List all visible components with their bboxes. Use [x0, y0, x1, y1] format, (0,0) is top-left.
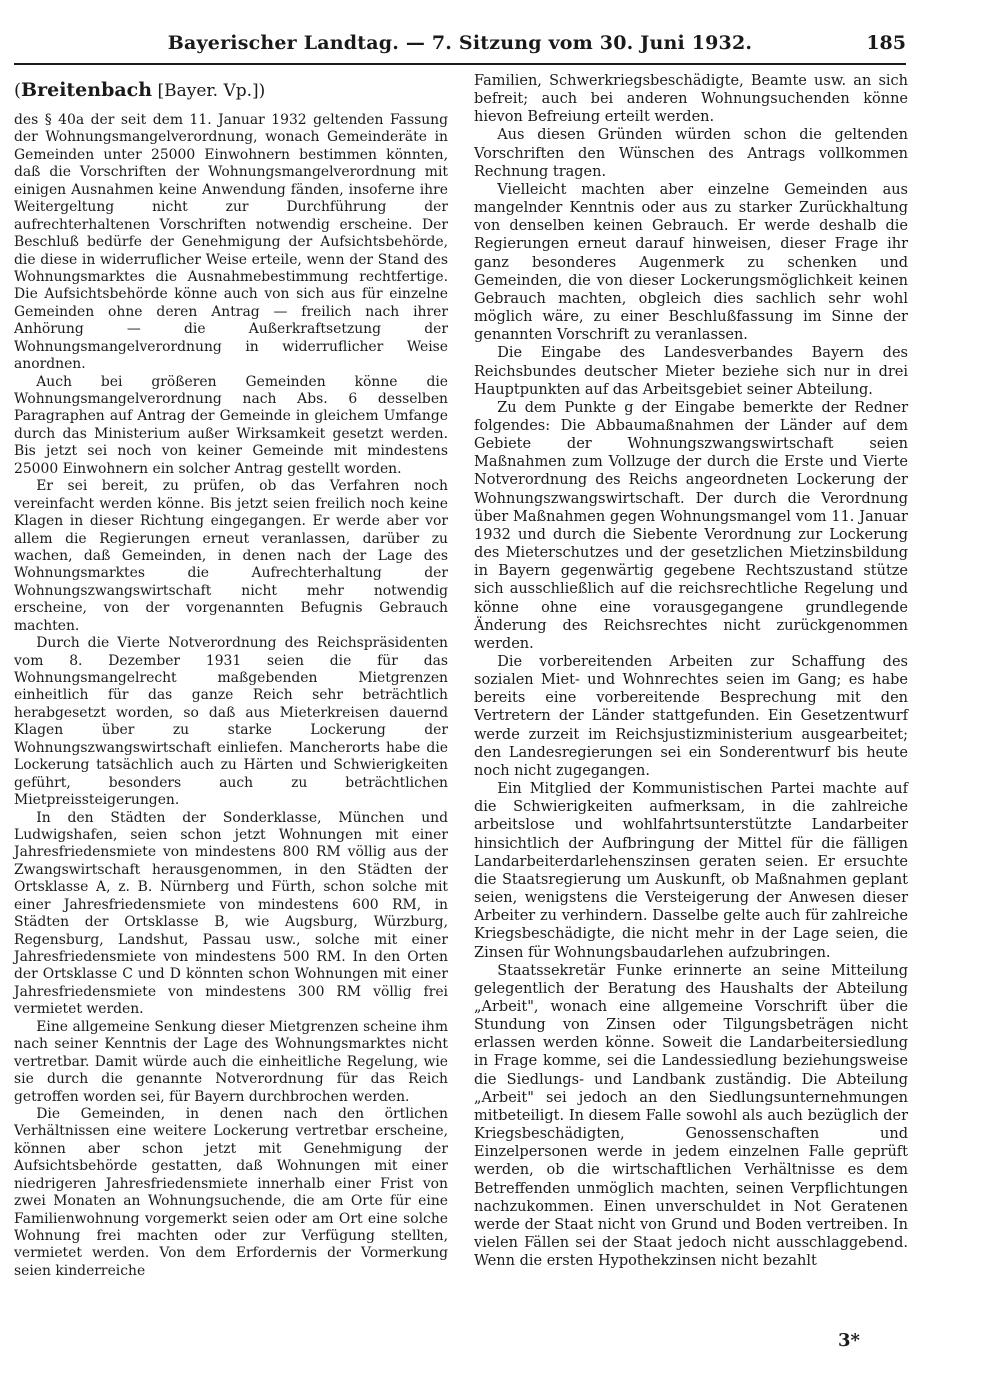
right-column [474, 72, 908, 1270]
paragraph: Die Gemeinden, in denen nach den örtlichen Verhältnissen eine weitere Lockerung vertretbar erscheine, können aber schon jetzt mit Genehmigung der Aufsichtsbehörde gestatten, daß Wohnungen mit einer niedrigeren Jahresfriedensmiete innerhalb einer Frist von zwei Monaten an Wohnungsuchende, die am Orte für eine Familienwohnung vorgemerkt seien oder am Ort eine solche Wohnung frei machten oder zur Verfügung stellten, vermietet werden. Von dem Erfordernis der Vormerkung seien kinderreiche [14, 1105, 448, 1279]
speaker-open-paren: ( [14, 80, 22, 101]
paragraph: Er sei bereit, zu prüfen, ob das Verfahren noch vereinfacht werden könne. Bis jetzt seien freilich noch keine Klagen in dieser Richtung eingegangen. Er werde aber vor allem die Regierungen erneut veranlassen, darüber zu wachen, daß Gemeinden, in denen nach der Lage des Wohnungsmarktes die Aufrechterhaltung der Wohnungszwangswirtschaft nicht mehr notwendig erscheine, von der vorgenannten Befugnis Gebrauch machten. [14, 478, 448, 634]
signature-mark: 3* [838, 1330, 860, 1351]
paragraph: Zu dem Punkte g der Eingabe bemerkte der Redner folgendes: Die Abbaumaßnahmen der Länder auf dem Gebiete der Wohnungszwangswirtschaft seien Maßnahmen zum Vollzuge der durch die Erste und Vierte Notverordnung des Reichs angeordneten Lockerung der Wohnungszwangswirtschaft. Der durch die Verordnung über Maßnahmen gegen Wohnungsmangel vom 11. Januar 1932 und durch die Siebente Verordnung zur Lockerung des Mieterschutzes und der gesetzlichen Mietzinsbildung in Bayern gegenwärtig gegebene Rechtszustand stütze sich ausschließlich auf die reichsrechtliche Regelung und könne ohne eine vorausgegangene grundlegende Änderung des Reichsrechtes nicht zurückgenommen werden. [474, 399, 908, 652]
page-number: 185 [866, 32, 906, 54]
paragraph: Familien, Schwerkriegsbeschädigte, Beamte usw. an sich befreit; auch bei anderen Wohnungsuchenden könne hievon Befreiung erteilt werden. [474, 73, 908, 126]
paragraph: des § 40a der seit dem 11. Januar 1932 geltenden Fassung der Wohnungsmangelverordnung, wonach Gemeinderäte in Gemeinden unter 25000 Einwohnern bestimmen könnten, daß die Vorschriften der Wohnungsmangelverordnung mit einigen Ausnahmen keine Anwendung fänden, insoferne ihre Weitergeltung nicht zur Durchführung der aufrechterhaltenen Vorschriften notwendig erscheine. Der Beschluß bedürfe der Genehmigung der Aufsichtsbehörde, die diese in widerruflicher Weise erteile, wenn der Stand des Wohnungsmarktes die Ausnahmebestimmung rechtfertige. Die Aufsichtsbehörde könne auch von sich aus für einzelne Gemeinden ohne deren Antrag — freilich nach ihrer Anhörung — die Außerkraftsetzung der Wohnungsmangelverordnung in widerruflicher Weise anordnen. [14, 112, 448, 373]
paragraph: In den Städten der Sonderklasse, München und Ludwigshafen, seien schon jetzt Wohnungen mit einer Jahresfriedensmiete von mindestens 800 RM völlig aus der Zwangswirtschaft herausgenommen, in den Städten der Ortsklasse A, z. B. Nürnberg und Fürth, schon solche mit einer Jahresfriedensmiete von mindestens 600 RM, in Städten der Ortsklasse B, wie Augsburg, Würzburg, Regensburg, Landshut, Passau usw., solche mit einer Jahresfriedensmiete von mindestens 500 RM. In den Orten der Ortsklasse C und D könnten schon Wohnungen mit einer Jahresfriedensmiete von mindestens 300 RM völlig frei vermietet werden. [14, 809, 448, 1018]
paragraph: Eine allgemeine Senkung dieser Mietgrenzen scheine ihm nach seiner Kenntnis der Lage des Wohnungsmarktes nicht vertretbar. Damit würde auch die einheitliche Regelung, wie sie durch die genannte Notverordnung für das Reich getroffen worden sei, für Bayern durchbrochen werden. [14, 1018, 448, 1105]
paragraph: Durch die Vierte Notverordnung des Reichspräsidenten vom 8. Dezember 1931 seien die für das Wohnungsmangelrecht maßgebenden Mietgrenzen einheitlich für das ganze Reich sehr beträchtlich herabgesetzt worden, so daß aus Mieterkreisen dauernd Klagen über zu starke Lockerung der Wohnungszwangswirtschaft einliefen. Mancherorts habe die Lockerung tatsächlich auch zu Härten und Schwierigkeiten geführt, besonders auch zu beträchtlichen Mietpreissteigerungen. [14, 635, 448, 809]
speaker-party: [Bayer. Vp.]) [152, 81, 266, 101]
paragraph: Auch bei größeren Gemeinden könne die Wohnungsmangelverordnung nach Abs. 6 desselben Paragraphen auf Antrag der Gemeinde in gleichem Umfange durch das Ministerium außer Wirksamkeit gesetzt werden. Bis jetzt sei noch von keiner Gemeinde mit mindestens 25000 Einwohnern ein solcher Antrag gestellt worden. [14, 373, 448, 477]
running-head: Bayerischer Landtag. — 7. Sitzung vom 30. Juni 1932. [167, 32, 753, 54]
paragraph: Staatssekretär Funke erinnerte an seine Mitteilung gelegentlich der Beratung des Haushalts der Abteilung „Arbeit", wonach eine allgemeine Vorschrift über die Stundung von Zinsen oder Tilgungsbeträgen nicht erlassen werden könne. Soweit die Landarbeitersiedlung in Frage komme, sei die Landessiedlung beziehungsweise die Siedlungs- und Landbank zuständig. Die Abteilung „Arbeit" sei jedoch an den Siedlungsunternehmungen mitbeteiligt. In diesem Falle sowohl als auch bezüglich der Kriegsbeschädigten, Genossenschaften und Einzelpersonen werde in jedem einzelnen Falle geprüft werden, ob die wirtschaftlichen Verhältnisse es dem Betreffenden unmöglich machten, seinen Verpflichtungen nachzukommen. Einen unverschuldet in Not Geratenen werde der Staat nicht von Grund und Boden vertreiben. In vielen Fällen sei der Staat jedoch nicht ausschlaggebend. Wenn die ersten Hypothekzinsen nicht bezahlt [474, 962, 908, 1270]
speaker-name: Breitenbach [21, 79, 153, 101]
paragraph: Aus diesen Gründen würden schon die geltenden Vorschriften den Wünschen des Antrags vollkommen Rechnung tragen. [474, 127, 908, 180]
header-rule [14, 63, 906, 65]
left-column [14, 73, 448, 1280]
paragraph: Ein Mitglied der Kommunistischen Partei machte auf die Schwierigkeiten aufmerksam, in die zahlreiche arbeitslose und wohlfahrtsunterstützte Landarbeiter hinsichtlich der Aufbringung der Mittel für die fälligen Landarbeiterdarlehenszinsen geraten seien. Er ersuchte die Staatsregierung um Auskunft, ob Maßnahmen geplant seien, wenigstens die Versteigerung der Anwesen dieser Arbeiter zu verhindern. Dasselbe gelte auch für zahlreiche Kriegsbeschädigte, die nicht mehr in der Lage seien, die Zinsen für Wohnungsbaudarlehen aufzubringen. [474, 781, 908, 961]
speaker-heading [14, 77, 448, 104]
paragraph: Vielleicht machten aber einzelne Gemeinden aus mangelnder Kenntnis oder aus zu starker Zurückhaltung von denselben keinen Gebrauch. Er werde deshalb die Regierungen erneut darauf hinweisen, dieser Frage ihr ganz besonderes Augenmerk zu schenken und Gemeinden, die von dieser Lockerungsmöglichkeit keinen Gebrauch machten, obgleich dies sachlich sehr wohl möglich wäre, zu einer Beschlußfassung im Sinne der genannten Vorschrift zu veranlassen. [474, 181, 908, 344]
paragraph: Die Eingabe des Landesverbandes Bayern des Reichsbundes deutscher Mieter beziehe sich nur in drei Hauptpunkten auf das Arbeitsgebiet seiner Abteilung. [474, 345, 908, 398]
paragraph: Die vorbereitenden Arbeiten zur Schaffung des sozialen Miet- und Wohnrechtes seien im Gang; es habe bereits eine vorbereitende Besprechung mit den Vertretern der Länder stattgefunden. Ein Gesetzentwurf werde zurzeit im Reichsjustizministerium ausgearbeitet; den Landesregierungen sei ein Sonderentwurf bis heute noch nicht zugegangen. [474, 654, 908, 779]
